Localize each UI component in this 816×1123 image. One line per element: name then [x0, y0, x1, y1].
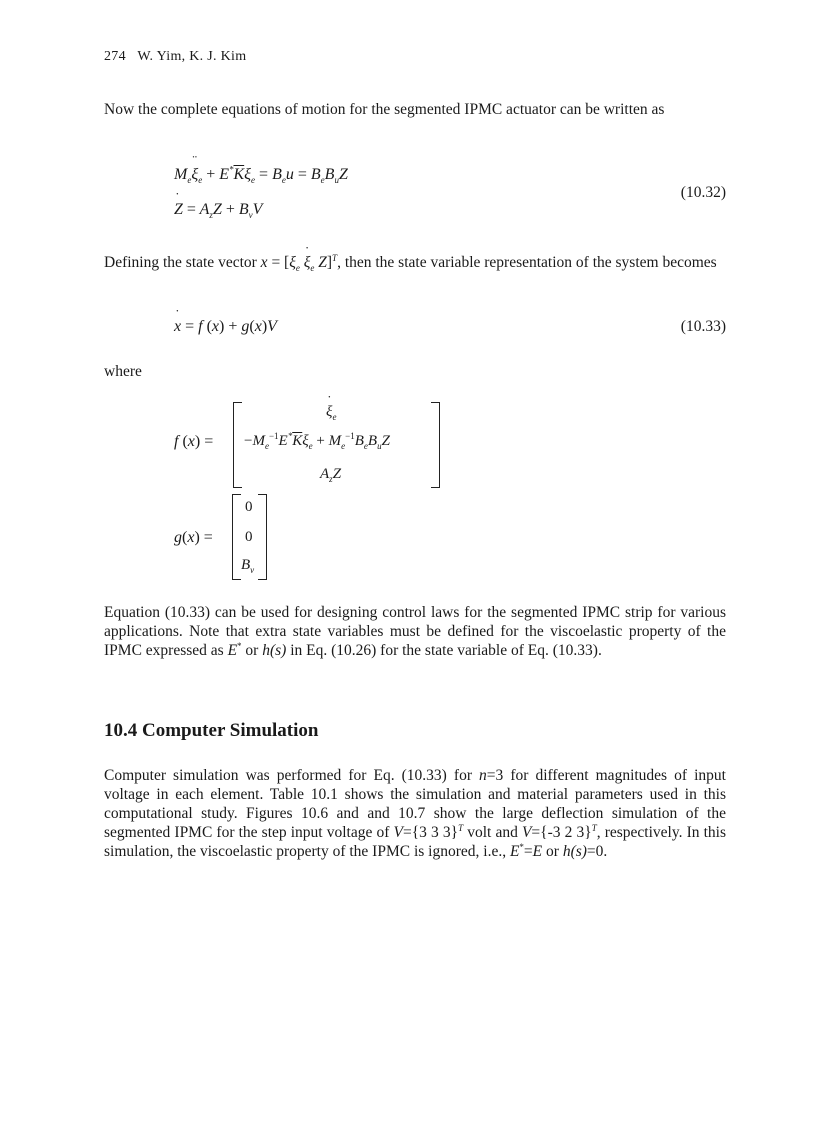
f-row-1: ˙ $\xi_e$ [326, 404, 336, 421]
paragraph-state-vector-b: , then the state variable representation of the system becomes [337, 254, 717, 271]
f-row-2: $-M_e^{-1}E^*\overline{K}\xi_e + M_e^{-1}B_eB_uZ$ [244, 431, 390, 451]
f-left-bracket [233, 402, 242, 488]
equation-10-32-line1: $M_e¨$ $\xi_e + E^*\overline{K}\xi_e = B_eu = B_eB_uZ$ [174, 166, 348, 184]
equation-10-32-line2: ˙ $Z = A_zZ + B_vV$ [174, 201, 262, 219]
g-left-bracket [232, 494, 241, 580]
paragraph-where: where [104, 363, 142, 380]
f-right-bracket [431, 402, 440, 488]
page-number: 274 [104, 49, 126, 64]
g-of-x-label: g(x) = [174, 529, 213, 546]
g-row-1: 0 [245, 499, 253, 515]
g-row-2: 0 [245, 529, 253, 545]
paragraph-state-vector-a: Defining the state vector [104, 254, 257, 271]
paragraph-equation-use: Equation (10.33) can be used for designing control laws for the segmented IPMC strip for various applications. Note that extra state variables must be defined for the viscoelastic property of the IPMC expressed as E* or h(s) in Eq. (10.26) for the state variable of Eq. (10.33). [104, 604, 726, 659]
equation-number-10-33: (10.33) [680, 318, 726, 335]
running-header [104, 49, 246, 65]
paragraph-intro: Now the complete equations of motion for the segmented IPMC actuator can be written as [104, 101, 665, 118]
equation-10-33: ˙ x = f (x) + g(x)V [174, 318, 277, 336]
g-row-3: $B_v$ [241, 557, 255, 575]
section-heading: 10.4 Computer Simulation [104, 720, 319, 741]
f-of-x-label: f (x) = [174, 433, 214, 450]
header-authors: W. Yim, K. J. Kim [137, 49, 247, 64]
f-row-3: $A_zZ$ [320, 466, 342, 484]
paragraph-state-vector: Defining the state vector $x = [\xi_e$ ˙ $\xi_e$ Z]$^T$, then the state variable representation of the system becomes [104, 250, 726, 276]
equation-number-10-32: (10.32) [680, 184, 726, 201]
paragraph-simulation: Computer simulation was performed for Eq. (10.33) for n=3 for different magnitudes of input voltage in each element. Table 10.1 shows the simulation and material parameters used in this computational study. Figures 10.6 and and 10.7 show the large deflection simulation of the segmented IPMC for the step input voltage of V={3 3 3}$^T$ volt and V={-3 2 3}$^T$, respectively. In this simulation, the viscoelastic property of the IPMC is ignored, i.e., E*=E or h(s)=0. [104, 767, 727, 860]
g-right-bracket [258, 494, 267, 580]
